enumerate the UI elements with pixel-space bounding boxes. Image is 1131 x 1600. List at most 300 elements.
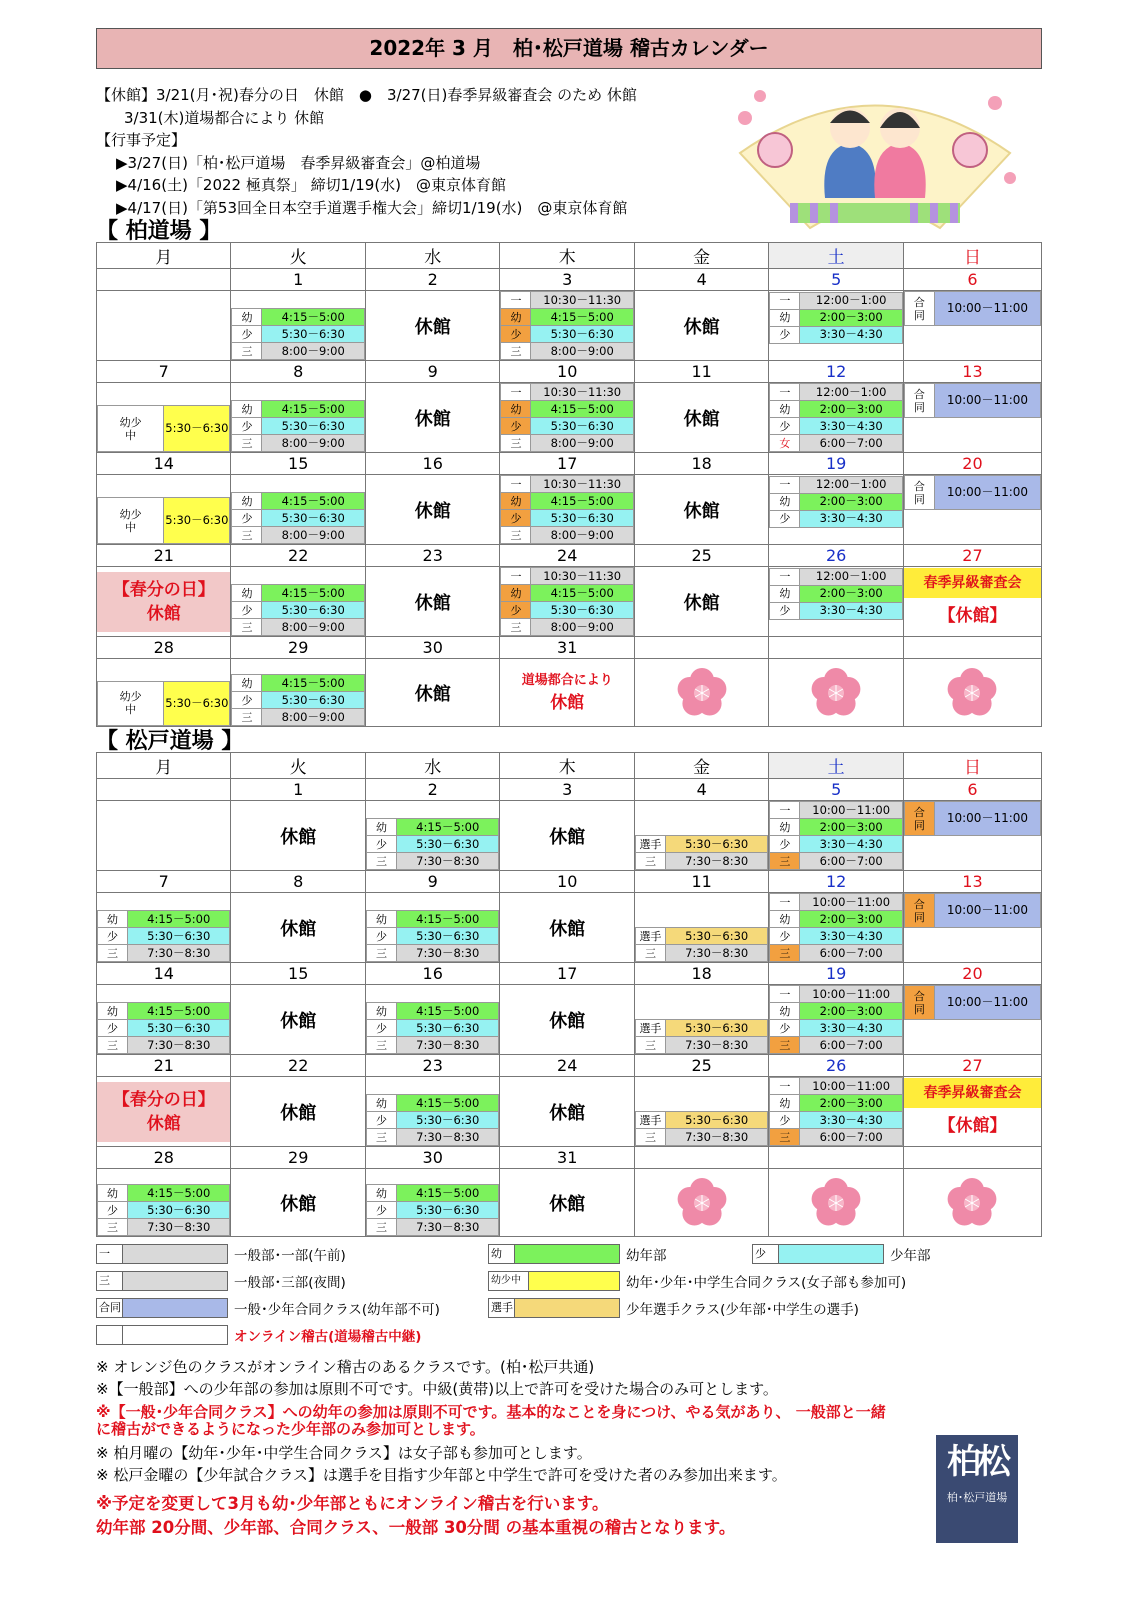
class-time: 8:00－9:00: [531, 435, 633, 452]
class-time: 3:30－4:30: [800, 510, 902, 527]
class-label: 一: [770, 986, 800, 1003]
class-label: 三: [366, 1129, 396, 1146]
class-label: 三: [366, 853, 396, 870]
class-label: 幼: [770, 1095, 800, 1112]
class-time: 4:15－5:00: [262, 493, 364, 510]
class-time: 5:30－6:30: [396, 1112, 498, 1129]
class-label: 少: [232, 510, 262, 527]
closed-label: 休館: [414, 592, 451, 614]
day-header-thu: 木: [500, 753, 634, 779]
date-number: 23: [365, 1055, 499, 1077]
date-number: [769, 1147, 903, 1169]
schedule-table: [366, 910, 499, 962]
day-cell: [365, 567, 499, 637]
class-time: 5:30－6:30: [531, 602, 633, 619]
class-time: 3:30－4:30: [800, 928, 902, 945]
day-header-sat: 土: [769, 243, 903, 269]
day-cell: [500, 567, 634, 637]
closed-label: 休館: [549, 1102, 586, 1124]
class-time: 3:30－4:30: [800, 418, 902, 435]
day-cell: [365, 801, 499, 871]
class-label: 幼: [770, 1003, 800, 1020]
class-time: 3:30－4:30: [800, 602, 902, 619]
day-cell: [97, 291, 231, 361]
closed-label: 【休館】: [938, 1115, 1007, 1136]
class-label: 三: [232, 619, 262, 636]
day-header-tue: 火: [231, 243, 365, 269]
class-time: 7:30－8:30: [396, 853, 498, 870]
date-number: 22: [231, 545, 365, 567]
class-label: 合 同: [904, 292, 934, 326]
day-cell: [231, 567, 365, 637]
class-label: 少: [366, 1020, 396, 1037]
notice-block: [96, 84, 637, 219]
class-label: 幼: [770, 401, 800, 418]
class-time: 5:30－6:30: [262, 418, 364, 435]
class-label: 三: [635, 1037, 665, 1054]
day-header-wed: 水: [365, 243, 499, 269]
class-time: 5:30－6:30: [396, 836, 498, 853]
day-cell: [500, 291, 634, 361]
class-label: 選手: [635, 836, 665, 853]
class-time: 3:30－4:30: [800, 1112, 902, 1129]
date-number: 6: [903, 269, 1041, 291]
day-cell: [231, 1077, 365, 1147]
date-number: 16: [365, 453, 499, 475]
date-number: 27: [903, 1055, 1041, 1077]
schedule-table: [769, 893, 902, 962]
schedule-table: [97, 1184, 230, 1236]
day-cell: [769, 475, 903, 545]
class-label: 少: [501, 602, 531, 619]
schedule-table: [769, 568, 902, 620]
day-cell: [365, 893, 499, 963]
closed-label: 休館: [280, 1102, 317, 1124]
class-time: 10:00－11:00: [934, 986, 1040, 1020]
class-label: 少: [98, 1202, 128, 1219]
class-time: 10:00－11:00: [934, 894, 1040, 928]
date-number: 10: [500, 361, 634, 383]
schedule-table: [366, 818, 499, 870]
class-label: 三: [366, 1037, 396, 1054]
day-header-fri: 金: [634, 243, 768, 269]
class-label: 少: [770, 836, 800, 853]
schedule-table: [904, 291, 1041, 360]
class-label: 少: [98, 1020, 128, 1037]
closed-label: 休館: [414, 316, 451, 338]
class-time: 10:00－11:00: [800, 1078, 902, 1095]
date-number: 5: [769, 779, 903, 801]
class-label: 少: [501, 418, 531, 435]
class-time: 3:30－4:30: [800, 1020, 902, 1037]
day-cell: [500, 985, 634, 1055]
day-cell: [365, 475, 499, 545]
class-time: 7:30－8:30: [128, 945, 230, 962]
date-number: 28: [97, 637, 231, 659]
class-label: 一: [501, 292, 531, 309]
schedule-table: [769, 476, 902, 528]
class-label: 幼: [770, 911, 800, 928]
closed-label: 休館: [549, 1193, 586, 1215]
matsudo-heading: 【 松戸道場 】: [96, 729, 244, 754]
date-number: 22: [231, 1055, 365, 1077]
class-time: 7:30－8:30: [396, 1219, 498, 1236]
class-time: 10:00－11:00: [934, 802, 1040, 836]
class-time: 4:15－5:00: [531, 309, 633, 326]
class-label: 幼: [98, 911, 128, 928]
notice-line: ▶4/16(土)「2022 極真祭」 締切1/19(水) @東京体育館: [116, 176, 507, 194]
schedule-table: [231, 308, 364, 360]
date-number: 3: [500, 779, 634, 801]
date-number: 19: [769, 963, 903, 985]
class-time: 2:00－3:00: [800, 819, 902, 836]
day-header-sun: 日: [903, 243, 1041, 269]
hina-doll-illustration: [730, 78, 1020, 248]
class-time: 4:15－5:00: [396, 1185, 498, 1202]
class-time: 4:15－5:00: [531, 585, 633, 602]
class-label: 三: [501, 343, 531, 360]
class-label: 選手: [635, 1112, 665, 1129]
day-cell: [769, 893, 903, 963]
closed-label: 休館: [683, 592, 720, 614]
date-number: [903, 637, 1041, 659]
class-label: 少: [366, 1112, 396, 1129]
schedule-table: [97, 1002, 230, 1054]
class-time: 5:30－6:30: [665, 928, 767, 945]
date-number: 20: [903, 453, 1041, 475]
schedule-table: [500, 475, 633, 544]
day-cell: [769, 659, 903, 727]
day-cell: [769, 1169, 903, 1237]
class-time: 2:00－3:00: [800, 911, 902, 928]
date-number: [903, 1147, 1041, 1169]
class-label: 幼: [501, 309, 531, 326]
class-label: 幼: [232, 309, 262, 326]
class-label: 少: [770, 602, 800, 619]
class-label: 幼少 中: [98, 498, 164, 544]
class-label: 幼: [770, 493, 800, 510]
class-label: 少: [770, 418, 800, 435]
date-number: 4: [634, 269, 768, 291]
day-cell: [903, 291, 1041, 361]
legend-swatch-label: 合同: [97, 1299, 123, 1317]
date-number: 20: [903, 963, 1041, 985]
closed-label: 休館: [414, 408, 451, 430]
day-cell: [634, 291, 768, 361]
matsudo-calendar: [96, 752, 1042, 1237]
notice-line: 3/31(木)道場都合により 休館: [124, 108, 325, 127]
note-line: ※ 柏月曜の【幼年･少年･中学生合同クラス】は女子部も参加可とします。: [96, 1444, 592, 1462]
class-label: 少: [770, 928, 800, 945]
class-label: 三: [232, 343, 262, 360]
day-cell: [903, 475, 1041, 545]
schedule-table: [769, 985, 902, 1054]
schedule-table: [366, 1184, 499, 1236]
date-number: 31: [500, 1147, 634, 1169]
day-cell: [97, 383, 231, 453]
class-time: 4:15－5:00: [128, 911, 230, 928]
day-cell: [365, 291, 499, 361]
class-label: 三: [232, 435, 262, 452]
day-cell: [634, 1077, 768, 1147]
date-number: 18: [634, 453, 768, 475]
date-number: 1: [231, 779, 365, 801]
closed-label: 【休館】: [938, 605, 1007, 626]
note-line: ※ オレンジ色のクラスがオンライン稽古のあるクラスです。(柏･松戸共通): [96, 1358, 595, 1376]
class-time: 12:00－1:00: [800, 292, 902, 309]
date-number: 1: [231, 269, 365, 291]
schedule-table: [500, 291, 633, 360]
date-number: 12: [769, 361, 903, 383]
class-time: 5:30－6:30: [262, 326, 364, 343]
class-label: 幼: [366, 819, 396, 836]
day-cell: [231, 659, 365, 727]
date-number: 9: [365, 871, 499, 893]
date-number: 6: [903, 779, 1041, 801]
class-time: 5:30－6:30: [531, 326, 633, 343]
class-time: 5:30－6:30: [665, 836, 767, 853]
day-cell: [634, 801, 768, 871]
class-label: 三: [635, 1129, 665, 1146]
day-cell: [769, 291, 903, 361]
date-number: 15: [231, 453, 365, 475]
legend-swatch-label: 一: [97, 1245, 123, 1263]
day-cell: [231, 291, 365, 361]
class-time: 5:30－6:30: [665, 1020, 767, 1037]
day-cell: [231, 383, 365, 453]
class-time: 2:00－3:00: [800, 309, 902, 326]
day-header-mon: 月: [97, 753, 231, 779]
class-label: 一: [501, 476, 531, 493]
class-label: 少: [501, 326, 531, 343]
class-label: 三: [98, 1037, 128, 1054]
date-number: 25: [634, 545, 768, 567]
class-label: 合 同: [904, 894, 934, 928]
date-number: 23: [365, 545, 499, 567]
class-time: 8:00－9:00: [531, 527, 633, 544]
date-number: 28: [97, 1147, 231, 1169]
class-label: 幼: [501, 585, 531, 602]
class-time: 4:15－5:00: [396, 819, 498, 836]
date-number: 2: [365, 269, 499, 291]
day-cell: [231, 985, 365, 1055]
class-time: 7:30－8:30: [665, 1129, 767, 1146]
class-label: 三: [770, 945, 800, 962]
class-label: 三: [366, 1219, 396, 1236]
day-cell: [903, 985, 1041, 1055]
date-number: 5: [769, 269, 903, 291]
date-number: 11: [634, 871, 768, 893]
class-label: 一: [501, 568, 531, 585]
day-cell: [365, 985, 499, 1055]
date-number: 14: [97, 963, 231, 985]
day-header-tue: 火: [231, 753, 365, 779]
class-label: 合 同: [904, 384, 934, 418]
date-number: 25: [634, 1055, 768, 1077]
legend-text: 幼年･少年･中学生合同クラス(女子部も参加可): [626, 1275, 907, 1291]
class-label: 三: [770, 853, 800, 870]
day-cell: [97, 659, 231, 727]
class-label: 幼: [770, 585, 800, 602]
class-label: 三: [635, 945, 665, 962]
date-number: 3: [500, 269, 634, 291]
day-cell: [769, 1077, 903, 1147]
day-cell: [769, 383, 903, 453]
date-number: 12: [769, 871, 903, 893]
day-cell: [500, 383, 634, 453]
schedule-table: [904, 893, 1041, 962]
class-label: 三: [501, 527, 531, 544]
page-title: 2022年 3 月 柏･松戸道場 稽古カレンダー: [96, 28, 1042, 69]
day-cell: [97, 985, 231, 1055]
schedule-table: [500, 567, 633, 636]
plum-blossom-icon: [676, 1177, 728, 1229]
class-time: 5:30－6:30: [665, 1112, 767, 1129]
closed-label: 休館: [414, 683, 451, 705]
day-cell: [97, 801, 231, 871]
class-label: 三: [770, 1129, 800, 1146]
class-label: 幼少 中: [98, 406, 164, 452]
class-label: 幼: [366, 1185, 396, 1202]
day-cell: [500, 801, 634, 871]
date-number: 9: [365, 361, 499, 383]
day-cell: [634, 475, 768, 545]
class-time: 4:15－5:00: [262, 401, 364, 418]
day-cell: [231, 475, 365, 545]
schedule-table: [366, 1002, 499, 1054]
date-number: 7: [97, 361, 231, 383]
day-cell: [97, 1077, 231, 1147]
legend-text: 一般･少年合同クラス(幼年部不可): [234, 1302, 440, 1318]
day-cell: [903, 1169, 1041, 1237]
day-cell: [634, 985, 768, 1055]
class-label: 一: [501, 384, 531, 401]
day-cell: [903, 567, 1041, 637]
schedule-table: [904, 801, 1041, 870]
date-number: 29: [231, 637, 365, 659]
note-line: ※【一般部】への少年部の参加は原則不可です。中級(黄帯)以上で許可を受けた場合のみ可とします。: [96, 1380, 778, 1398]
closed-label: 休館: [549, 918, 586, 940]
class-time: 5:30－6:30: [164, 498, 230, 544]
notice-line: 【行事予定】: [96, 131, 187, 149]
day-cell: [500, 659, 634, 727]
class-time: 7:30－8:30: [128, 1219, 230, 1236]
date-number: [769, 637, 903, 659]
class-label: 合 同: [904, 476, 934, 510]
date-number: 21: [97, 545, 231, 567]
legend-swatch-label: 三: [97, 1272, 123, 1290]
schedule-table: [97, 910, 230, 962]
class-time: 10:30－11:30: [531, 292, 633, 309]
class-label: 女: [770, 435, 800, 452]
class-time: 8:00－9:00: [262, 527, 364, 544]
day-cell: [365, 383, 499, 453]
holiday-label: 【春分の日】 休館: [97, 572, 230, 632]
class-time: 6:00－7:00: [800, 1129, 902, 1146]
class-label: 幼: [366, 1003, 396, 1020]
plum-blossom-icon: [676, 667, 728, 719]
schedule-table: [769, 801, 902, 870]
day-header-sun: 日: [903, 753, 1041, 779]
date-number: 18: [634, 963, 768, 985]
class-label: 幼: [98, 1185, 128, 1202]
class-label: 幼: [232, 493, 262, 510]
class-time: 6:00－7:00: [800, 945, 902, 962]
day-cell: [365, 659, 499, 727]
plum-blossom-icon: [946, 1177, 998, 1229]
day-header-thu: 木: [500, 243, 634, 269]
date-number: 30: [365, 637, 499, 659]
final-line: ※予定を変更して3月も幼･少年部ともにオンライン稽古を行います。: [96, 1494, 609, 1513]
class-time: 5:30－6:30: [164, 681, 230, 725]
class-time: 4:15－5:00: [396, 1095, 498, 1112]
legend-swatch-label: 少: [753, 1245, 779, 1263]
class-label: 選手: [635, 928, 665, 945]
class-time: 3:30－4:30: [800, 836, 902, 853]
class-time: 7:30－8:30: [665, 853, 767, 870]
day-cell: [769, 567, 903, 637]
class-time: 10:30－11:30: [531, 568, 633, 585]
class-label: 幼: [232, 675, 262, 692]
schedule-table: [231, 492, 364, 544]
plum-blossom-icon: [810, 1177, 862, 1229]
date-number: 27: [903, 545, 1041, 567]
class-time: 10:00－11:00: [934, 476, 1040, 510]
class-time: 7:30－8:30: [665, 945, 767, 962]
class-time: 5:30－6:30: [396, 1020, 498, 1037]
class-time: 12:00－1:00: [800, 384, 902, 401]
legend-text: オンライン稽古(道場稽古中継): [234, 1329, 422, 1345]
date-number: 11: [634, 361, 768, 383]
class-time: 7:30－8:30: [396, 945, 498, 962]
day-cell: [634, 659, 768, 727]
closed-reason: 道場都合により 休館: [521, 672, 613, 713]
class-time: 8:00－9:00: [262, 435, 364, 452]
class-label: 幼: [366, 1095, 396, 1112]
class-time: 2:00－3:00: [800, 401, 902, 418]
day-cell: [231, 1169, 365, 1237]
class-time: 2:00－3:00: [800, 1095, 902, 1112]
class-label: 合 同: [904, 986, 934, 1020]
note-line: ※【一般･少年合同クラス】への幼年の参加は原則不可です。基本的なことを身につけ、やる気があり、 一般部と一緒: [96, 1403, 886, 1421]
class-label: 少: [770, 326, 800, 343]
day-cell: [97, 1169, 231, 1237]
class-time: 10:00－11:00: [934, 292, 1040, 326]
class-time: 3:30－4:30: [800, 326, 902, 343]
class-label: 一: [770, 894, 800, 911]
date-number: 7: [97, 871, 231, 893]
class-label: 少: [770, 1112, 800, 1129]
class-time: 5:30－6:30: [396, 1202, 498, 1219]
class-time: 5:30－6:30: [128, 1020, 230, 1037]
day-header-sat: 土: [769, 753, 903, 779]
schedule-table: [769, 383, 902, 452]
logo-caption: 柏･松戸道場: [946, 1491, 1008, 1504]
date-number: 31: [500, 637, 634, 659]
class-time: 10:00－11:00: [934, 384, 1040, 418]
plum-blossom-icon: [810, 667, 862, 719]
holiday-label: 【春分の日】 休館: [97, 1082, 230, 1142]
schedule-table: [231, 584, 364, 636]
day-cell: [500, 893, 634, 963]
class-time: 6:00－7:00: [800, 435, 902, 452]
class-label: 幼: [232, 401, 262, 418]
class-label: 幼: [501, 401, 531, 418]
class-time: 6:00－7:00: [800, 853, 902, 870]
date-number: 13: [903, 361, 1041, 383]
notice-line: ▶4/17(日)「第53回全日本空手道選手権大会」締切1/19(水) @東京体育館: [116, 198, 628, 217]
class-time: 5:30－6:30: [262, 692, 364, 709]
